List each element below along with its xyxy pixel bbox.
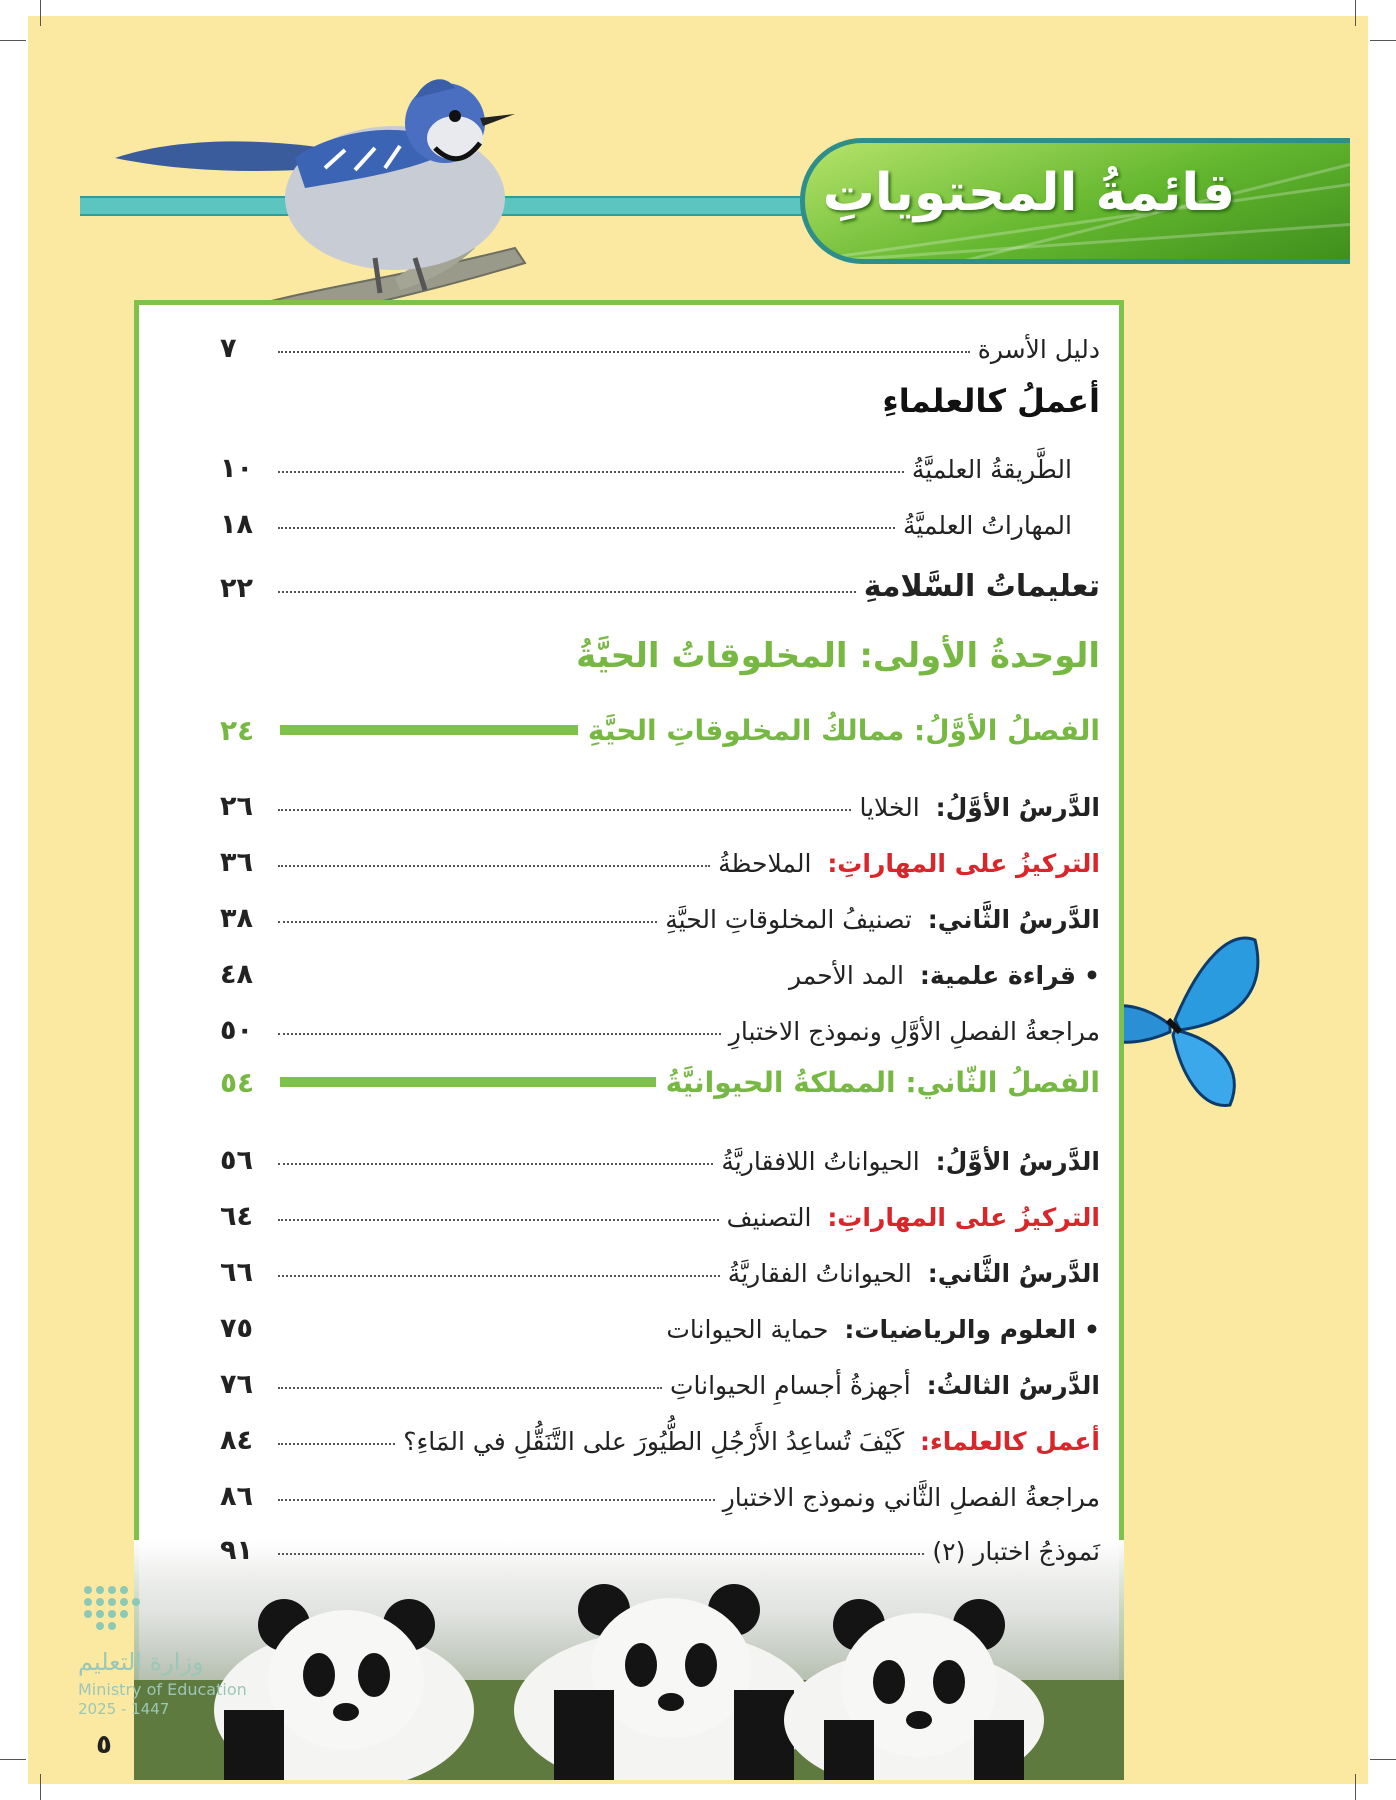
toc-row-chapter2-review[interactable] — [220, 1460, 1100, 1512]
ministry-dots-icon — [78, 1580, 158, 1640]
leader-dots — [278, 1499, 715, 1501]
toc-label: المهاراتُ العلميَّةُ — [903, 511, 1072, 540]
leader-dots — [278, 1275, 720, 1277]
leader-dots — [278, 1163, 713, 1165]
toc-page: ٥٦ — [220, 1145, 253, 1176]
toc-page: ٧ — [220, 333, 237, 364]
toc-prefix: التركيزُ على المهاراتِ: — [827, 849, 1100, 878]
chapter-title: الفصلُ الأوَّلُ: ممالكُ المخلوقاتِ الحيَّةِ — [587, 713, 1100, 747]
section-heading-work-like-scientists: أعملُ كالعلماءِ — [882, 382, 1100, 420]
toc-row-lesson-vertebrates[interactable] — [220, 1236, 1100, 1288]
leader-dots — [278, 1033, 721, 1035]
toc-page: ٢٦ — [220, 791, 253, 822]
title-tab — [800, 138, 1350, 264]
leader-dots — [278, 921, 657, 923]
toc-label: تصنيفُ المخلوقاتِ الحيَّةِ — [665, 905, 912, 934]
toc-row-scientific-skills[interactable] — [220, 488, 1100, 540]
toc-row-family-guide[interactable] — [220, 312, 1100, 364]
leader-dots — [278, 809, 851, 811]
leader-dots — [278, 1219, 719, 1221]
toc-prefix: أعمل كالعلماء: — [920, 1427, 1100, 1456]
ministry-name-en: Ministry of Education — [78, 1680, 247, 1699]
toc-prefix: الدَّرسُ الثالثُ: — [926, 1371, 1100, 1400]
toc-page: ٧٦ — [220, 1369, 253, 1400]
edition-year: 2025 - 1447 — [78, 1700, 170, 1718]
panda-photo — [134, 1540, 1124, 1780]
bullet-icon: • — [1084, 1315, 1100, 1344]
toc-label: أجهزةُ أجسامِ الحيواناتِ — [669, 1371, 911, 1400]
leader-dots — [278, 351, 970, 353]
toc-prefix: العلوم والرياضيات: — [844, 1315, 1077, 1344]
toc-label: مراجعةُ الفصلِ الثَّاني ونموذج الاختبارِ — [722, 1483, 1100, 1512]
crop-mark — [1355, 0, 1356, 26]
toc-row-lesson-body-systems[interactable] — [220, 1348, 1100, 1400]
chapter-page: ٥٤ — [220, 1065, 255, 1099]
chapter-bar — [280, 1077, 656, 1087]
toc-page: ١٨ — [220, 509, 253, 540]
toc-label: التصنيف — [726, 1203, 812, 1232]
toc-label: الحيواناتُ اللافقاريَّةُ — [721, 1147, 920, 1176]
toc-row-lesson-invertebrates[interactable] — [220, 1124, 1100, 1176]
toc-page: ٤٨ — [220, 959, 253, 990]
leader-dots — [278, 527, 895, 529]
toc-page: ٦٤ — [220, 1201, 253, 1232]
toc-label: نَموذجُ اختبار (٢) — [932, 1537, 1100, 1566]
chapter-page: ٢٤ — [220, 713, 255, 747]
toc-label: تعليماتُ السَّلامةِ — [863, 569, 1100, 604]
toc-row-work-like-scientists-birds[interactable] — [220, 1404, 1100, 1456]
toc-page: ٨٦ — [220, 1481, 253, 1512]
crop-mark — [40, 1774, 41, 1800]
toc-row-safety[interactable] — [220, 552, 1100, 604]
toc-prefix: التركيزُ على المهاراتِ: — [827, 1203, 1100, 1232]
chapter-row-1[interactable] — [220, 706, 1100, 754]
toc-page: ٩١ — [220, 1535, 253, 1566]
crop-mark — [0, 40, 26, 41]
crop-mark — [40, 0, 41, 26]
toc-page: ٨٤ — [220, 1425, 253, 1456]
toc-label: حماية الحيوانات — [666, 1315, 829, 1344]
toc-row-skills-classification[interactable] — [220, 1180, 1100, 1232]
leader-dots — [278, 865, 710, 867]
leader-dots — [278, 1443, 395, 1445]
ministry-name-ar: وزارة التعليم — [78, 1648, 204, 1676]
toc-label: الخلايا — [859, 793, 920, 822]
toc-row-lesson-classification[interactable] — [220, 882, 1100, 934]
page-title: قائمةُ المحتوياتِ — [822, 163, 1235, 223]
toc-row-test-model[interactable] — [220, 1514, 1100, 1566]
leader-dots — [278, 471, 904, 473]
toc-prefix: الدَّرسُ الأوَّلُ: — [935, 1147, 1100, 1176]
toc-label: مراجعةُ الفصلِ الأوَّلِ ونموذج الاختبارِ — [728, 1017, 1100, 1046]
blue-jay-bird-illustration — [95, 78, 535, 328]
toc-prefix: الدَّرسُ الأوَّلُ: — [935, 793, 1100, 822]
unit-heading: الوحدةُ الأولى: المخلوقاتُ الحيَّةُ — [576, 636, 1100, 676]
toc-prefix: قراءة علمية: — [919, 961, 1077, 990]
toc-row-lesson-cells[interactable] — [220, 770, 1100, 822]
toc-label: الملاحظةُ — [718, 849, 812, 878]
toc-page: ١٠ — [220, 453, 253, 484]
chapter-title: الفصلُ الثّاني: المملكةُ الحيوانيَّةُ — [665, 1065, 1100, 1099]
toc-label: المد الأحمر — [788, 961, 904, 990]
toc-prefix: الدَّرسُ الثَّاني: — [927, 905, 1100, 934]
toc-page: ٣٨ — [220, 903, 253, 934]
crop-mark — [0, 1759, 26, 1760]
leader-dots — [278, 1553, 924, 1555]
toc-prefix: الدَّرسُ الثَّاني: — [927, 1259, 1100, 1288]
toc-label: الطَّريقةُ العلميَّةُ — [911, 455, 1072, 484]
toc-page: ٣٦ — [220, 847, 253, 878]
toc-page: ٢٢ — [220, 573, 253, 604]
ministry-logo — [60, 1580, 260, 1730]
chapter-bar — [280, 725, 578, 735]
toc-row-science-reading[interactable] — [220, 938, 1100, 990]
leader-dots — [278, 591, 856, 593]
toc-row-chapter1-review[interactable] — [220, 994, 1100, 1046]
toc-page: ٧٥ — [220, 1313, 253, 1344]
toc-page: ٥٠ — [220, 1015, 253, 1046]
crop-mark — [1355, 1774, 1356, 1800]
toc-row-scientific-method[interactable] — [220, 432, 1100, 484]
toc-row-science-math[interactable] — [220, 1292, 1100, 1344]
toc-label: دليل الأسرة — [977, 335, 1100, 364]
bullet-icon: • — [1084, 961, 1100, 990]
leader-dots — [278, 1387, 662, 1389]
page-number: ٥ — [96, 1730, 112, 1760]
chapter-row-2[interactable] — [220, 1058, 1100, 1106]
toc-row-skills-observation[interactable] — [220, 826, 1100, 878]
crop-mark — [1370, 40, 1396, 41]
crop-mark — [1370, 1759, 1396, 1760]
toc-page: ٦٦ — [220, 1257, 253, 1288]
toc-label: الحيواناتُ الفقاريَّةُ — [727, 1259, 912, 1288]
toc-label: كَيْفَ تُساعِدُ الأَرْجُلِ الطُّيُورَ على التَّنَقُّلِ في المَاءِ؟ — [403, 1427, 905, 1456]
